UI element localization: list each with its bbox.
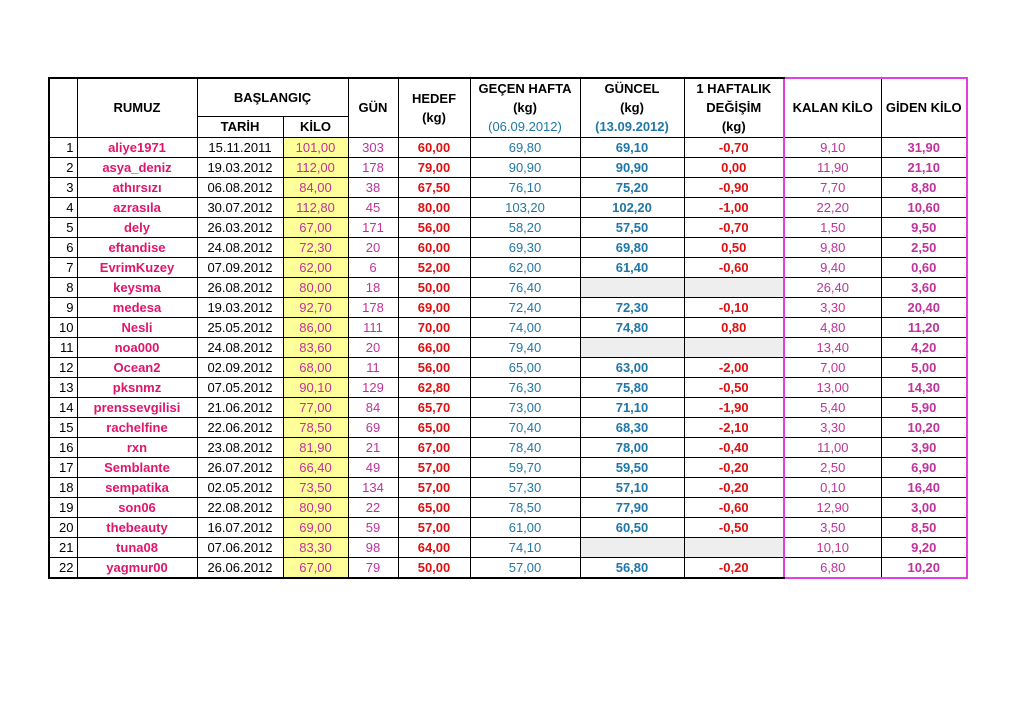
header-rumuz: RUMUZ — [77, 78, 197, 137]
cell-giden-kilo: 11,20 — [881, 317, 967, 337]
cell-hedef: 79,00 — [398, 157, 470, 177]
cell-rumuz: aliye1971 — [77, 137, 197, 157]
cell-guncel: 102,20 — [580, 197, 684, 217]
cell-hedef: 64,00 — [398, 537, 470, 557]
cell-rumuz: keysma — [77, 277, 197, 297]
header-hedef-line2: (kg) — [422, 109, 446, 125]
row-index: 13 — [49, 377, 77, 397]
cell-gecen-hafta: 59,70 — [470, 457, 580, 477]
cell-hedef: 52,00 — [398, 257, 470, 277]
cell-kilo: 69,00 — [283, 517, 348, 537]
row-index: 1 — [49, 137, 77, 157]
cell-kalan-kilo: 9,80 — [784, 237, 881, 257]
cell-hedef: 57,00 — [398, 457, 470, 477]
cell-gun: 18 — [348, 277, 398, 297]
row-index: 17 — [49, 457, 77, 477]
cell-hedef: 56,00 — [398, 357, 470, 377]
cell-tarih: 07.06.2012 — [197, 537, 283, 557]
cell-kalan-kilo: 13,40 — [784, 337, 881, 357]
cell-guncel — [580, 337, 684, 357]
cell-guncel: 59,50 — [580, 457, 684, 477]
cell-gun: 22 — [348, 497, 398, 517]
row-index: 11 — [49, 337, 77, 357]
cell-gecen-hafta: 73,00 — [470, 397, 580, 417]
cell-guncel: 78,00 — [580, 437, 684, 457]
cell-guncel: 63,00 — [580, 357, 684, 377]
cell-haftalik-degisim — [684, 537, 784, 557]
cell-kalan-kilo: 26,40 — [784, 277, 881, 297]
cell-kalan-kilo: 9,10 — [784, 137, 881, 157]
cell-hedef: 62,80 — [398, 377, 470, 397]
cell-kilo: 78,50 — [283, 417, 348, 437]
row-index: 5 — [49, 217, 77, 237]
cell-kilo: 77,00 — [283, 397, 348, 417]
cell-rumuz: tuna08 — [77, 537, 197, 557]
row-index: 22 — [49, 557, 77, 578]
weight-tracking-table — [48, 77, 968, 579]
cell-gun: 84 — [348, 397, 398, 417]
cell-rumuz: rachelfine — [77, 417, 197, 437]
cell-haftalik-degisim: -0,70 — [684, 217, 784, 237]
header-gecen-line2: (kg) — [513, 100, 537, 116]
row-index: 21 — [49, 537, 77, 557]
cell-rumuz: sempatika — [77, 477, 197, 497]
cell-kalan-kilo: 10,10 — [784, 537, 881, 557]
cell-gun: 69 — [348, 417, 398, 437]
cell-haftalik-degisim: -0,10 — [684, 297, 784, 317]
cell-gecen-hafta: 57,00 — [470, 557, 580, 578]
header-guncel-date: (13.09.2012) — [595, 119, 669, 135]
cell-hedef: 67,00 — [398, 437, 470, 457]
cell-gecen-hafta: 65,00 — [470, 357, 580, 377]
table-row — [49, 397, 967, 417]
header-hedef — [398, 78, 470, 137]
cell-hedef: 60,00 — [398, 237, 470, 257]
cell-rumuz: son06 — [77, 497, 197, 517]
cell-rumuz: EvrimKuzey — [77, 257, 197, 277]
cell-giden-kilo: 16,40 — [881, 477, 967, 497]
cell-tarih: 06.08.2012 — [197, 177, 283, 197]
cell-kilo: 83,60 — [283, 337, 348, 357]
cell-kalan-kilo: 6,80 — [784, 557, 881, 578]
cell-giden-kilo: 10,60 — [881, 197, 967, 217]
header-guncel — [580, 78, 684, 137]
cell-kalan-kilo: 5,40 — [784, 397, 881, 417]
cell-tarih: 26.06.2012 — [197, 557, 283, 578]
cell-giden-kilo: 14,30 — [881, 377, 967, 397]
table-row — [49, 417, 967, 437]
cell-rumuz: asya_deniz — [77, 157, 197, 177]
cell-hedef: 69,00 — [398, 297, 470, 317]
cell-guncel: 75,80 — [580, 377, 684, 397]
header-guncel-line2: (kg) — [620, 100, 644, 116]
cell-guncel: 57,50 — [580, 217, 684, 237]
cell-tarih: 25.05.2012 — [197, 317, 283, 337]
cell-tarih: 19.03.2012 — [197, 157, 283, 177]
cell-haftalik-degisim: -0,40 — [684, 437, 784, 457]
cell-guncel: 69,10 — [580, 137, 684, 157]
cell-tarih: 22.08.2012 — [197, 497, 283, 517]
cell-kilo: 101,00 — [283, 137, 348, 157]
cell-rumuz: thebeauty — [77, 517, 197, 537]
cell-tarih: 07.09.2012 — [197, 257, 283, 277]
row-index: 15 — [49, 417, 77, 437]
row-index: 12 — [49, 357, 77, 377]
cell-hedef: 65,00 — [398, 417, 470, 437]
cell-kilo: 67,00 — [283, 217, 348, 237]
cell-kalan-kilo: 11,00 — [784, 437, 881, 457]
cell-giden-kilo: 8,80 — [881, 177, 967, 197]
table-row — [49, 237, 967, 257]
header-gecen-date: (06.09.2012) — [488, 119, 562, 135]
table-row — [49, 477, 967, 497]
cell-hedef: 57,00 — [398, 477, 470, 497]
cell-haftalik-degisim — [684, 337, 784, 357]
cell-gun: 171 — [348, 217, 398, 237]
cell-kalan-kilo: 3,50 — [784, 517, 881, 537]
cell-kalan-kilo: 3,30 — [784, 417, 881, 437]
cell-tarih: 26.07.2012 — [197, 457, 283, 477]
cell-tarih: 15.11.2011 — [197, 137, 283, 157]
cell-gecen-hafta: 58,20 — [470, 217, 580, 237]
cell-gecen-hafta: 57,30 — [470, 477, 580, 497]
cell-gun: 79 — [348, 557, 398, 578]
table-row — [49, 457, 967, 477]
cell-kilo: 62,00 — [283, 257, 348, 277]
table-row — [49, 437, 967, 457]
table-row — [49, 277, 967, 297]
cell-tarih: 26.08.2012 — [197, 277, 283, 297]
cell-tarih: 02.09.2012 — [197, 357, 283, 377]
cell-giden-kilo: 20,40 — [881, 297, 967, 317]
cell-rumuz: prenssevgilisi — [77, 397, 197, 417]
cell-kilo: 66,40 — [283, 457, 348, 477]
header-haftalik-line3: (kg) — [721, 119, 746, 135]
cell-gecen-hafta: 74,00 — [470, 317, 580, 337]
header-gecen-line1: GEÇEN HAFTA — [478, 81, 572, 97]
table-row — [49, 317, 967, 337]
cell-tarih: 02.05.2012 — [197, 477, 283, 497]
header-haftalik-line2: DEĞİŞİM — [706, 100, 762, 116]
row-index: 9 — [49, 297, 77, 317]
cell-gun: 20 — [348, 337, 398, 357]
table-row — [49, 357, 967, 377]
cell-tarih: 16.07.2012 — [197, 517, 283, 537]
cell-haftalik-degisim: -0,60 — [684, 257, 784, 277]
cell-gecen-hafta: 78,40 — [470, 437, 580, 457]
cell-guncel: 56,80 — [580, 557, 684, 578]
cell-gun: 49 — [348, 457, 398, 477]
cell-rumuz: pksnmz — [77, 377, 197, 397]
cell-rumuz: yagmur00 — [77, 557, 197, 578]
cell-hedef: 60,00 — [398, 137, 470, 157]
table-body — [49, 137, 967, 578]
cell-kalan-kilo: 22,20 — [784, 197, 881, 217]
cell-giden-kilo: 21,10 — [881, 157, 967, 177]
cell-tarih: 30.07.2012 — [197, 197, 283, 217]
cell-rumuz: azrasıla — [77, 197, 197, 217]
row-index: 16 — [49, 437, 77, 457]
cell-kilo: 81,90 — [283, 437, 348, 457]
cell-guncel — [580, 537, 684, 557]
header-kilo: KİLO — [283, 116, 348, 137]
cell-haftalik-degisim: -0,50 — [684, 517, 784, 537]
cell-rumuz: athırsızı — [77, 177, 197, 197]
cell-guncel: 60,50 — [580, 517, 684, 537]
cell-guncel: 68,30 — [580, 417, 684, 437]
cell-guncel: 72,30 — [580, 297, 684, 317]
table-header — [49, 78, 967, 137]
header-kalan-kilo: KALAN KİLO — [784, 78, 881, 137]
cell-haftalik-degisim: -0,60 — [684, 497, 784, 517]
header-haftalik-line1: 1 HAFTALIK — [696, 81, 772, 97]
table-row — [49, 377, 967, 397]
row-index: 10 — [49, 317, 77, 337]
cell-rumuz: eftandise — [77, 237, 197, 257]
header-tarih: TARİH — [197, 116, 283, 137]
cell-kalan-kilo: 11,90 — [784, 157, 881, 177]
row-index: 20 — [49, 517, 77, 537]
cell-gun: 11 — [348, 357, 398, 377]
cell-gun: 178 — [348, 157, 398, 177]
table-row — [49, 257, 967, 277]
cell-giden-kilo: 9,50 — [881, 217, 967, 237]
cell-haftalik-degisim: 0,80 — [684, 317, 784, 337]
cell-kalan-kilo: 7,70 — [784, 177, 881, 197]
table-row — [49, 337, 967, 357]
cell-kilo: 80,90 — [283, 497, 348, 517]
cell-rumuz: medesa — [77, 297, 197, 317]
cell-kalan-kilo: 1,50 — [784, 217, 881, 237]
cell-giden-kilo: 5,90 — [881, 397, 967, 417]
header-hedef-line1: HEDEF — [411, 90, 457, 106]
cell-giden-kilo: 6,90 — [881, 457, 967, 477]
cell-kilo: 92,70 — [283, 297, 348, 317]
header-gecen-hafta — [470, 78, 580, 137]
cell-gecen-hafta: 76,40 — [470, 277, 580, 297]
cell-giden-kilo: 2,50 — [881, 237, 967, 257]
cell-gun: 303 — [348, 137, 398, 157]
cell-haftalik-degisim: -1,90 — [684, 397, 784, 417]
cell-kilo: 68,00 — [283, 357, 348, 377]
table-row — [49, 517, 967, 537]
cell-gecen-hafta: 76,10 — [470, 177, 580, 197]
cell-tarih: 07.05.2012 — [197, 377, 283, 397]
cell-hedef: 80,00 — [398, 197, 470, 217]
cell-kalan-kilo: 3,30 — [784, 297, 881, 317]
row-index: 8 — [49, 277, 77, 297]
cell-kilo: 80,00 — [283, 277, 348, 297]
cell-giden-kilo: 8,50 — [881, 517, 967, 537]
cell-giden-kilo: 0,60 — [881, 257, 967, 277]
row-index: 6 — [49, 237, 77, 257]
cell-hedef: 65,70 — [398, 397, 470, 417]
cell-rumuz: rxn — [77, 437, 197, 457]
cell-tarih: 26.03.2012 — [197, 217, 283, 237]
row-index: 18 — [49, 477, 77, 497]
cell-gun: 6 — [348, 257, 398, 277]
cell-gecen-hafta: 74,10 — [470, 537, 580, 557]
table-row — [49, 177, 967, 197]
cell-guncel: 57,10 — [580, 477, 684, 497]
cell-kalan-kilo: 9,40 — [784, 257, 881, 277]
cell-haftalik-degisim: -1,00 — [684, 197, 784, 217]
cell-tarih: 22.06.2012 — [197, 417, 283, 437]
cell-gun: 20 — [348, 237, 398, 257]
cell-giden-kilo: 10,20 — [881, 417, 967, 437]
cell-kalan-kilo: 2,50 — [784, 457, 881, 477]
cell-haftalik-degisim: -0,20 — [684, 457, 784, 477]
cell-tarih: 24.08.2012 — [197, 337, 283, 357]
cell-giden-kilo: 3,90 — [881, 437, 967, 457]
row-index: 3 — [49, 177, 77, 197]
cell-guncel: 74,80 — [580, 317, 684, 337]
table-row — [49, 197, 967, 217]
cell-rumuz: Ocean2 — [77, 357, 197, 377]
cell-rumuz: Semblante — [77, 457, 197, 477]
cell-guncel: 69,80 — [580, 237, 684, 257]
cell-kilo: 73,50 — [283, 477, 348, 497]
cell-kalan-kilo: 13,00 — [784, 377, 881, 397]
cell-gecen-hafta: 78,50 — [470, 497, 580, 517]
cell-tarih: 21.06.2012 — [197, 397, 283, 417]
cell-kalan-kilo: 7,00 — [784, 357, 881, 377]
cell-haftalik-degisim: -2,10 — [684, 417, 784, 437]
row-index: 2 — [49, 157, 77, 177]
table-row — [49, 557, 967, 578]
table-row — [49, 497, 967, 517]
cell-gecen-hafta: 69,30 — [470, 237, 580, 257]
row-index: 4 — [49, 197, 77, 217]
cell-gecen-hafta: 72,40 — [470, 297, 580, 317]
cell-gecen-hafta: 70,40 — [470, 417, 580, 437]
cell-haftalik-degisim: 0,50 — [684, 237, 784, 257]
cell-gecen-hafta: 62,00 — [470, 257, 580, 277]
cell-gun: 178 — [348, 297, 398, 317]
cell-gun: 21 — [348, 437, 398, 457]
cell-gun: 129 — [348, 377, 398, 397]
cell-kilo: 90,10 — [283, 377, 348, 397]
cell-kilo: 72,30 — [283, 237, 348, 257]
cell-hedef: 50,00 — [398, 557, 470, 578]
cell-guncel: 71,10 — [580, 397, 684, 417]
cell-guncel: 90,90 — [580, 157, 684, 177]
cell-haftalik-degisim: -0,20 — [684, 477, 784, 497]
cell-kalan-kilo: 4,80 — [784, 317, 881, 337]
cell-guncel: 75,20 — [580, 177, 684, 197]
cell-gun: 134 — [348, 477, 398, 497]
table-row — [49, 157, 967, 177]
header-giden-kilo: GİDEN KİLO — [881, 78, 967, 137]
cell-giden-kilo: 3,60 — [881, 277, 967, 297]
cell-kilo: 112,80 — [283, 197, 348, 217]
cell-guncel — [580, 277, 684, 297]
cell-giden-kilo: 3,00 — [881, 497, 967, 517]
cell-gecen-hafta: 76,30 — [470, 377, 580, 397]
cell-giden-kilo: 5,00 — [881, 357, 967, 377]
cell-haftalik-degisim: -0,90 — [684, 177, 784, 197]
cell-gun: 98 — [348, 537, 398, 557]
header-index — [49, 78, 77, 137]
row-index: 7 — [49, 257, 77, 277]
cell-tarih: 24.08.2012 — [197, 237, 283, 257]
cell-kalan-kilo: 12,90 — [784, 497, 881, 517]
cell-kilo: 86,00 — [283, 317, 348, 337]
cell-gun: 59 — [348, 517, 398, 537]
cell-guncel: 77,90 — [580, 497, 684, 517]
cell-hedef: 65,00 — [398, 497, 470, 517]
cell-gecen-hafta: 79,40 — [470, 337, 580, 357]
cell-hedef: 56,00 — [398, 217, 470, 237]
cell-haftalik-degisim: -0,50 — [684, 377, 784, 397]
cell-kilo: 84,00 — [283, 177, 348, 197]
cell-gecen-hafta: 61,00 — [470, 517, 580, 537]
cell-giden-kilo: 31,90 — [881, 137, 967, 157]
cell-kilo: 67,00 — [283, 557, 348, 578]
table-row — [49, 297, 967, 317]
table-row — [49, 217, 967, 237]
cell-giden-kilo: 9,20 — [881, 537, 967, 557]
row-index: 14 — [49, 397, 77, 417]
cell-haftalik-degisim: 0,00 — [684, 157, 784, 177]
table-row — [49, 137, 967, 157]
cell-giden-kilo: 4,20 — [881, 337, 967, 357]
cell-kalan-kilo: 0,10 — [784, 477, 881, 497]
cell-giden-kilo: 10,20 — [881, 557, 967, 578]
cell-gecen-hafta: 90,90 — [470, 157, 580, 177]
cell-hedef: 67,50 — [398, 177, 470, 197]
row-index: 19 — [49, 497, 77, 517]
cell-haftalik-degisim: -0,70 — [684, 137, 784, 157]
cell-haftalik-degisim — [684, 277, 784, 297]
cell-haftalik-degisim: -2,00 — [684, 357, 784, 377]
table-row — [49, 537, 967, 557]
cell-haftalik-degisim: -0,20 — [684, 557, 784, 578]
header-baslangic: BAŞLANGIÇ — [197, 78, 348, 116]
header-guncel-line1: GÜNCEL — [604, 81, 660, 97]
header-haftalik-degisim — [684, 78, 784, 137]
header-gun: GÜN — [348, 78, 398, 137]
cell-guncel: 61,40 — [580, 257, 684, 277]
cell-gecen-hafta: 103,20 — [470, 197, 580, 217]
cell-rumuz: Nesli — [77, 317, 197, 337]
cell-tarih: 19.03.2012 — [197, 297, 283, 317]
cell-hedef: 70,00 — [398, 317, 470, 337]
cell-rumuz: dely — [77, 217, 197, 237]
cell-gun: 111 — [348, 317, 398, 337]
cell-kilo: 112,00 — [283, 157, 348, 177]
cell-hedef: 66,00 — [398, 337, 470, 357]
cell-rumuz: noa000 — [77, 337, 197, 357]
cell-hedef: 50,00 — [398, 277, 470, 297]
cell-tarih: 23.08.2012 — [197, 437, 283, 457]
cell-gun: 45 — [348, 197, 398, 217]
cell-hedef: 57,00 — [398, 517, 470, 537]
cell-kilo: 83,30 — [283, 537, 348, 557]
cell-gun: 38 — [348, 177, 398, 197]
cell-gecen-hafta: 69,80 — [470, 137, 580, 157]
